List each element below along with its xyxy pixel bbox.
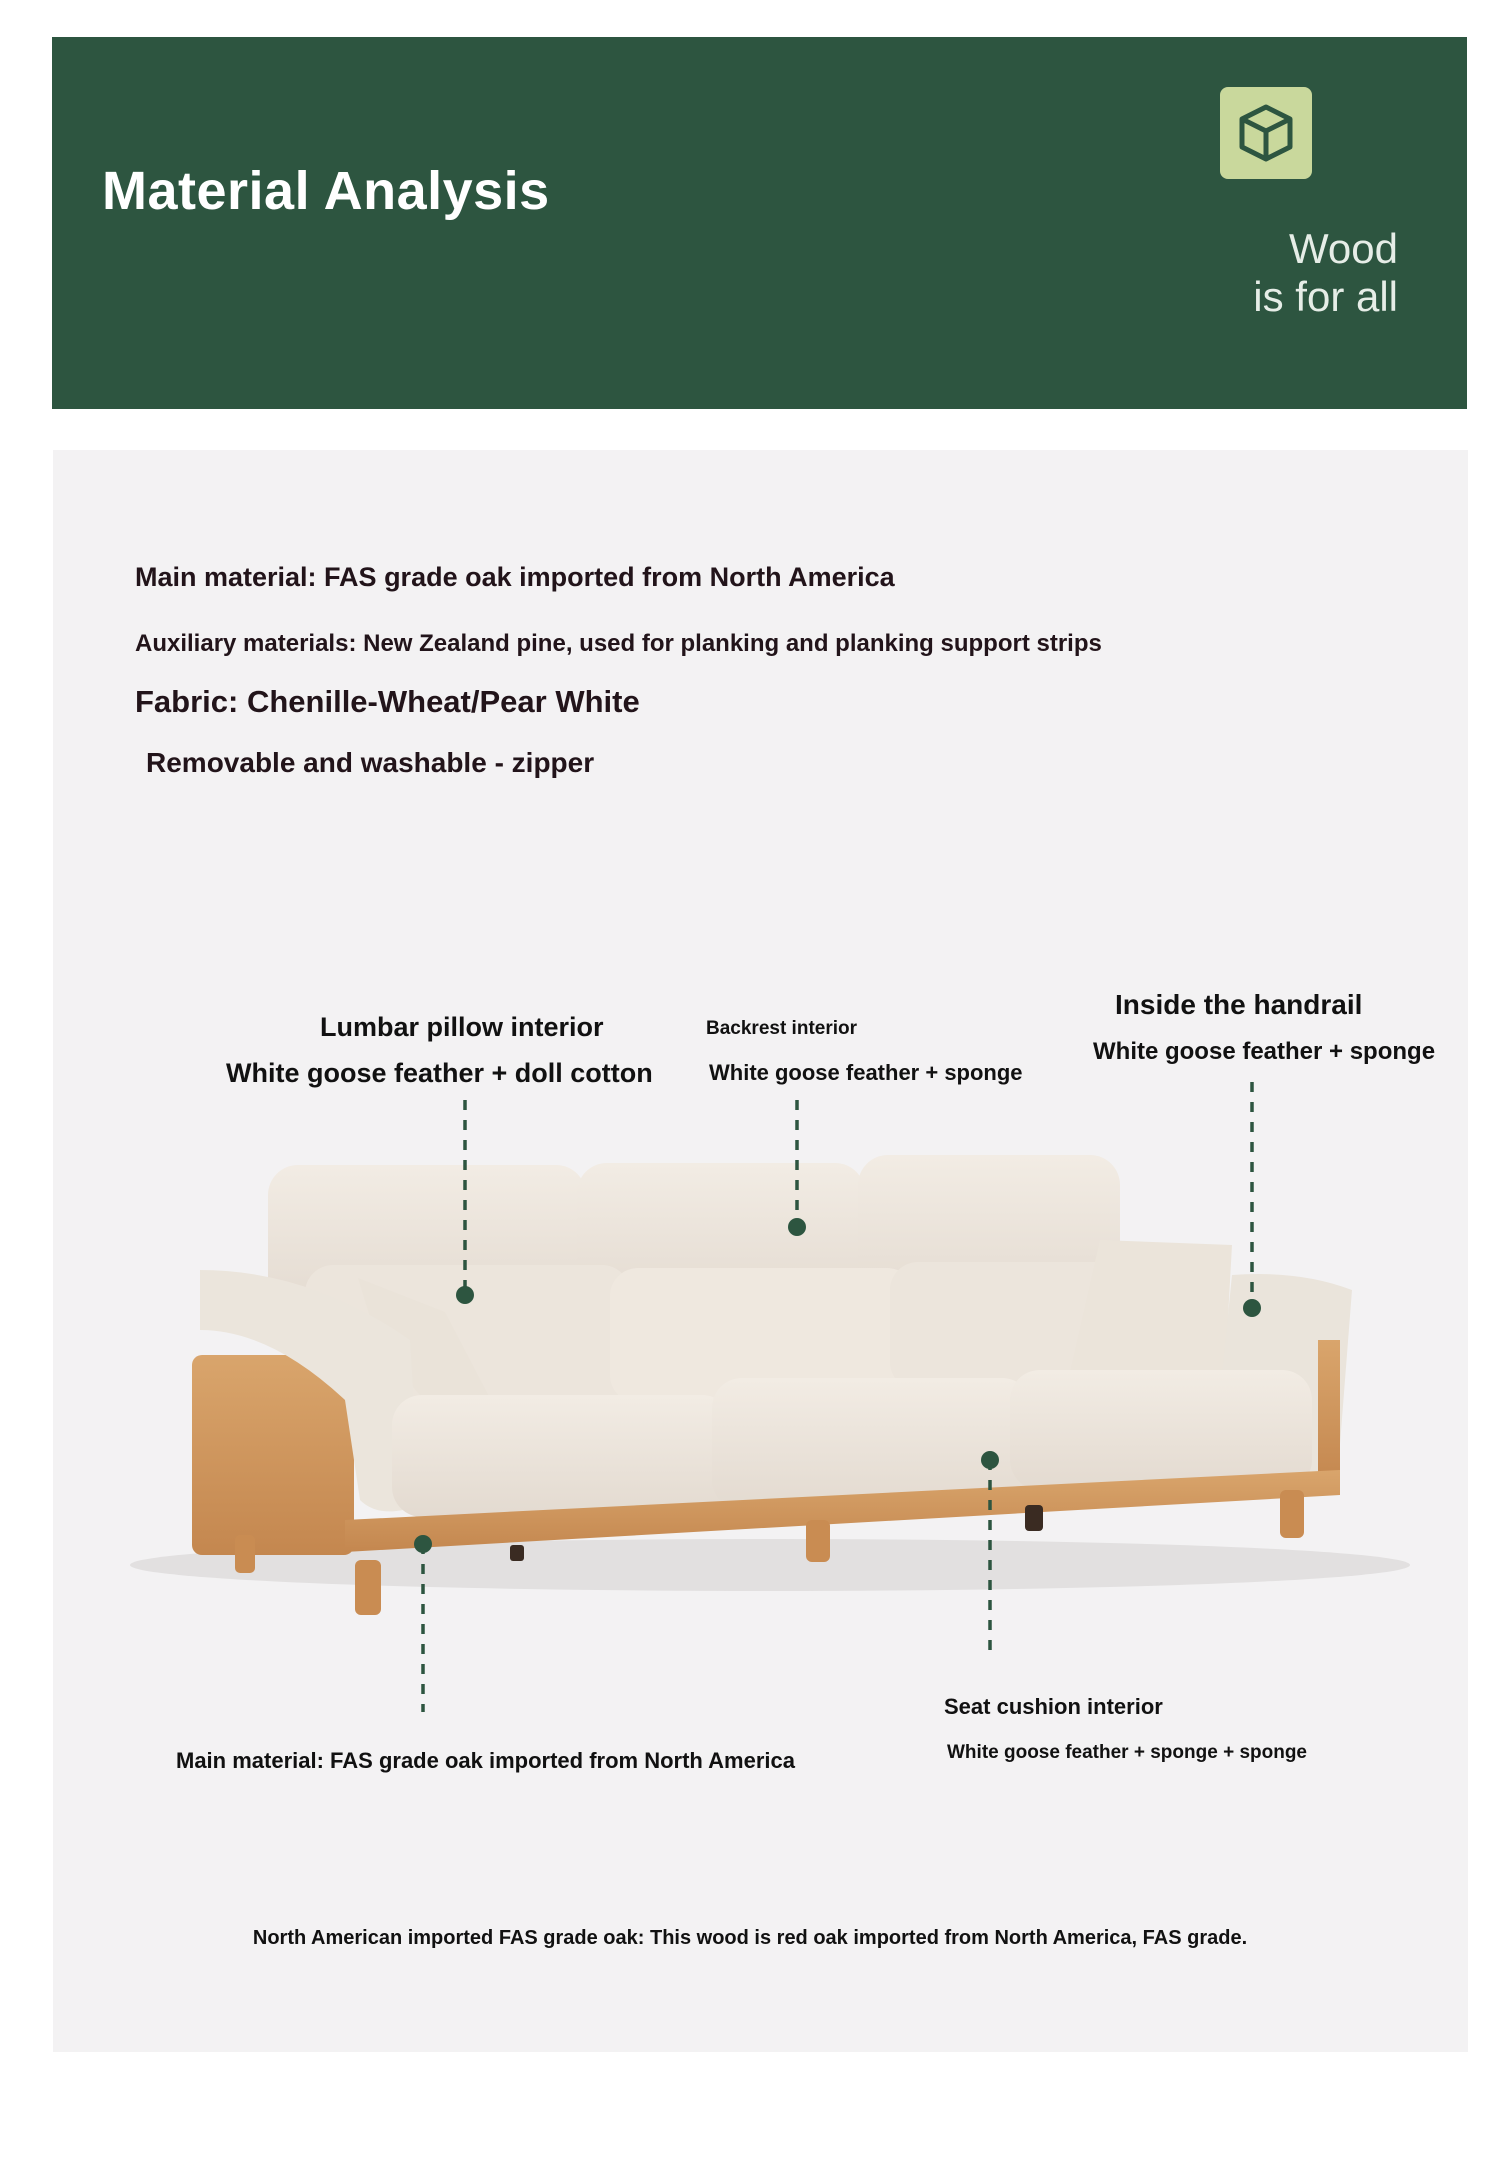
leg-front-left	[355, 1560, 381, 1615]
callout-base-material: Main material: FAS grade oak imported from North America	[176, 1748, 795, 1773]
callout-dot-lumbar	[456, 1286, 474, 1304]
seat-cushion-left	[392, 1395, 732, 1517]
leg-back-left	[510, 1545, 524, 1561]
callout-handrail-title: Inside the handrail	[1115, 989, 1363, 1020]
main-material-text: Main material: FAS grade oak imported from North America	[135, 562, 895, 592]
callout-lumbar-title: Lumbar pillow interior	[320, 1012, 604, 1042]
fabric-text: Fabric: Chenille-Wheat/Pear White	[135, 684, 640, 719]
callout-backrest-title: Backrest interior	[706, 1018, 858, 1039]
callout-handrail-desc: White goose feather + sponge	[1093, 1038, 1436, 1065]
callout-dot-base	[414, 1535, 432, 1553]
callout-backrest-desc: White goose feather + sponge	[709, 1060, 1023, 1085]
removable-text: Removable and washable - zipper	[146, 747, 595, 778]
callout-dot-backrest	[788, 1218, 806, 1236]
tagline-line-1: Wood	[1289, 225, 1398, 272]
leg-front-middle	[806, 1520, 830, 1562]
callout-seat-title: Seat cushion interior	[944, 1694, 1163, 1719]
auxiliary-material-text: Auxiliary materials: New Zealand pine, used for planking and planking support strips	[135, 630, 1102, 657]
leg-front-right	[1280, 1490, 1304, 1538]
page-title: Material Analysis	[102, 161, 550, 221]
callout-dot-seat	[981, 1451, 999, 1469]
callout-dot-handrail	[1243, 1299, 1261, 1317]
right-arm-wood	[1318, 1340, 1340, 1485]
footnote: North American imported FAS grade oak: This wood is red oak imported from North America, FAS grade.	[252, 1927, 1248, 1949]
leg-front-left-outer	[235, 1535, 255, 1573]
tagline-line-2: is for all	[1253, 273, 1398, 320]
callout-lumbar-desc: White goose feather + doll cotton	[226, 1058, 653, 1088]
leg-back-middle	[1025, 1505, 1043, 1531]
seat-cushion-right	[1010, 1370, 1312, 1490]
callout-seat-desc: White goose feather + sponge + sponge	[947, 1742, 1307, 1763]
